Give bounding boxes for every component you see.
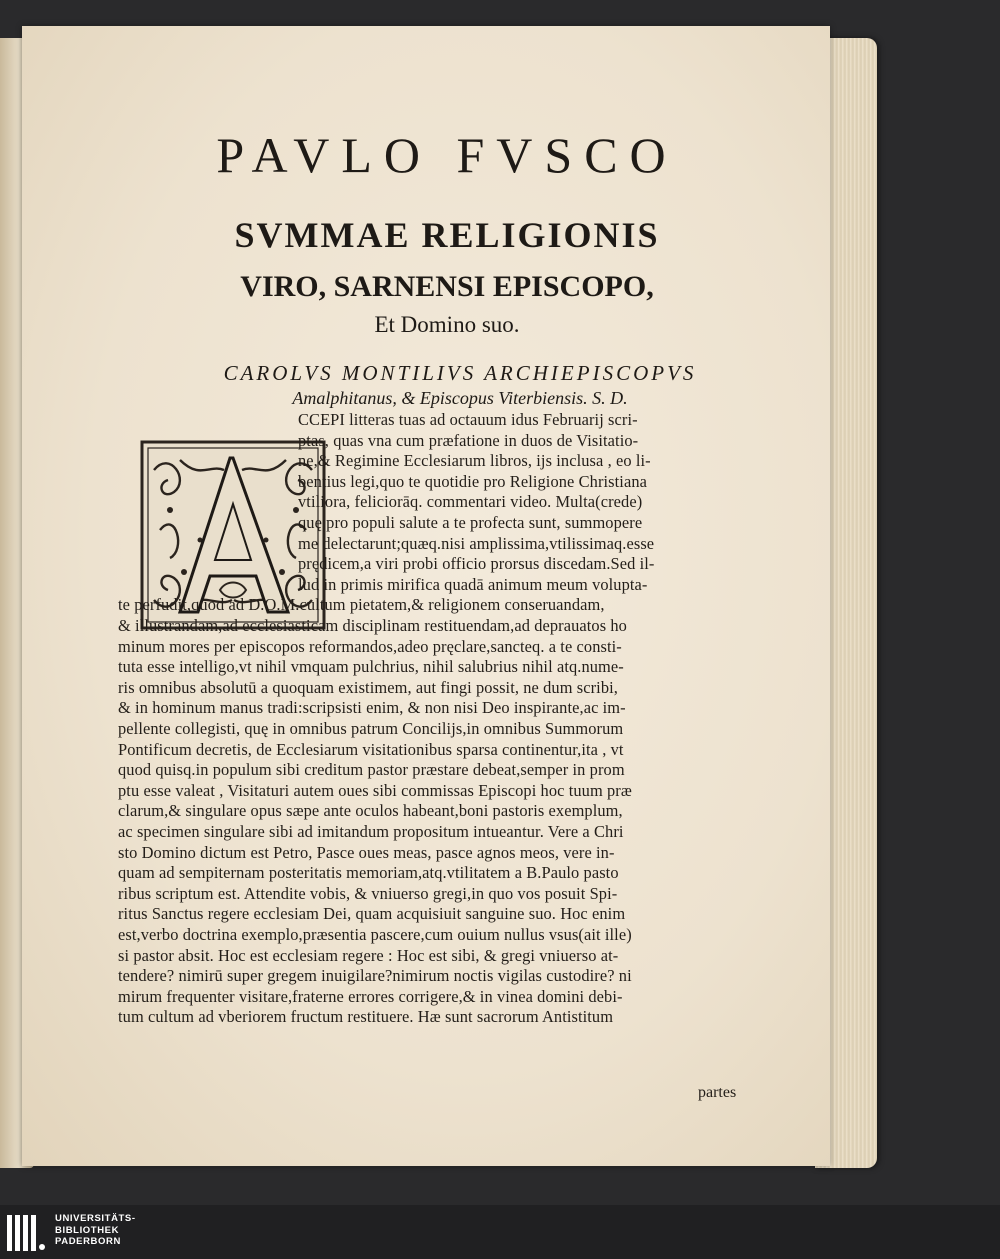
body-line: clarum,& singulare opus sæpe ante oculos habeant,boni pastoris exemplum, — [118, 801, 623, 821]
body-line: ptas, quas vna cum præfatione in duos de Visitatio- — [298, 430, 639, 450]
book-page — [22, 26, 830, 1166]
dedication-title: PAVLO FVSCO — [216, 127, 678, 183]
body-line: te perfudit,quod ad D.O.M.cultum pietatem,& religionem conseruandam, — [118, 595, 605, 615]
dedication-line3: VIRO, SARNENSI EPISCOPO, — [240, 270, 654, 303]
body-line: lud in primis mirifica quadā animum meum volupta- — [298, 574, 648, 594]
body-line: pellente collegisti, quę in omnibus patrum Concilijs,in omnibus Summorum — [118, 719, 624, 738]
dedication-subtitle: SVMMAE RELIGIONIS — [234, 215, 660, 255]
library-logo-icon — [6, 1213, 46, 1253]
body-line: Pontificum decretis, de Ecclesiarum visitationibus sparsa continentur,ita , vt — [118, 739, 624, 759]
catchword: partes — [698, 1084, 737, 1101]
body-line: CCEPI litteras tuas ad octauum idus Februarij scri- — [298, 410, 638, 429]
sender-title: Amalphitanus, & Episcopus Viterbiensis. S. D. — [292, 388, 628, 408]
body-line: ribus scriptum est. Attendite vobis, & vniuerso gregi,in quo vos posuit Spi- — [118, 883, 618, 903]
body-line: quę pro populi salute a te profecta sunt, summopere — [298, 513, 643, 532]
body-line: est,verbo doctrina exemplo,præsentia pascere,cum ouium nullus vsus(ait ille) — [118, 925, 632, 944]
body-line: quod quisq.in populum sibi creditum pastor præstare debeat,semper in prom — [118, 760, 625, 780]
body-line: tum cultum ad vberiorem fructum restituere. Hæ sunt sacrorum Antistitum — [118, 1007, 614, 1027]
body-line: ne,& Regimine Ecclesiarum libros, ijs inclusa , eo li- — [298, 451, 651, 471]
logo-line: BIBLIOTHEK — [55, 1224, 120, 1236]
body-line: ptu esse valeat , Visitaturi autem oues sibi commissas Episcopi hoc tuum præ — [118, 780, 632, 800]
body-line: minum mores per episcopos reformandos,adeo pręclare,sancteq. a te consti- — [118, 636, 622, 656]
logo-line: UNIVERSITÄTS- — [55, 1213, 136, 1224]
body-line: si pastor absit. Hoc est ecclesiam regere : Hoc est sibi, & gregi vniuerso at- — [118, 945, 619, 965]
body-line: mirum frequenter visitare,fraterne errores corrigere,& in vinea domini debi- — [118, 986, 623, 1006]
sender-name: CAROLVS MONTILIVS ARCHIEPISCOPVS — [223, 361, 697, 385]
body-line: bentius legi,quo te quotidie pro Religione Christiana — [298, 471, 647, 491]
body-line: prędicem,a viri probi officio prorsus discedam.Sed il- — [298, 554, 655, 574]
body-line: ritus Sanctus regere ecclesiam Dei, quam acquisiuit sanguine suo. Hoc enim — [118, 904, 626, 924]
body-line: & illustrandam,ad ecclesiasticam disciplinam restituendam,ad deprauatos ho — [118, 616, 627, 635]
dedication-line4: Et Domino suo. — [374, 312, 520, 337]
library-logo-text — [55, 1213, 136, 1248]
body-line: ac specimen singulare sibi ad imitandum propositum intueantur. Vere a Chri — [118, 822, 624, 841]
body-line: sto Domino dictum est Petro, Pasce oues meas, pasce agnos meos, vere in- — [118, 842, 615, 862]
logo-line: PADERBORN — [55, 1236, 121, 1247]
body-line: tuta esse intelligo,vt nihil vmquam pulchrius, nihil salubrius nihil atq.nume- — [118, 657, 624, 677]
body-line: quam ad sempiternam posteritatis memoriam,atq.vtilitatem a B.Paulo pasto — [118, 863, 619, 883]
body-line: tendere? nimirū super gregem inuigilare?nimirum noctis vigilas custodire? ni — [118, 966, 632, 986]
body-line: vtiliora, feliciorāq. commentari video. Multa(crede) — [298, 492, 643, 512]
body-line: ris omnibus absolutū a quoquam existimem, aut fingi possit, ne dum scribi, — [118, 677, 618, 697]
library-footer — [0, 1205, 1000, 1259]
body-line: & in hominum manus tradi:scripsisti enim, & non nisi Deo inspirante,ac im- — [118, 698, 626, 718]
body-line: me delectarunt;quæq.nisi amplissima,vtilissimaq.esse — [298, 533, 655, 553]
